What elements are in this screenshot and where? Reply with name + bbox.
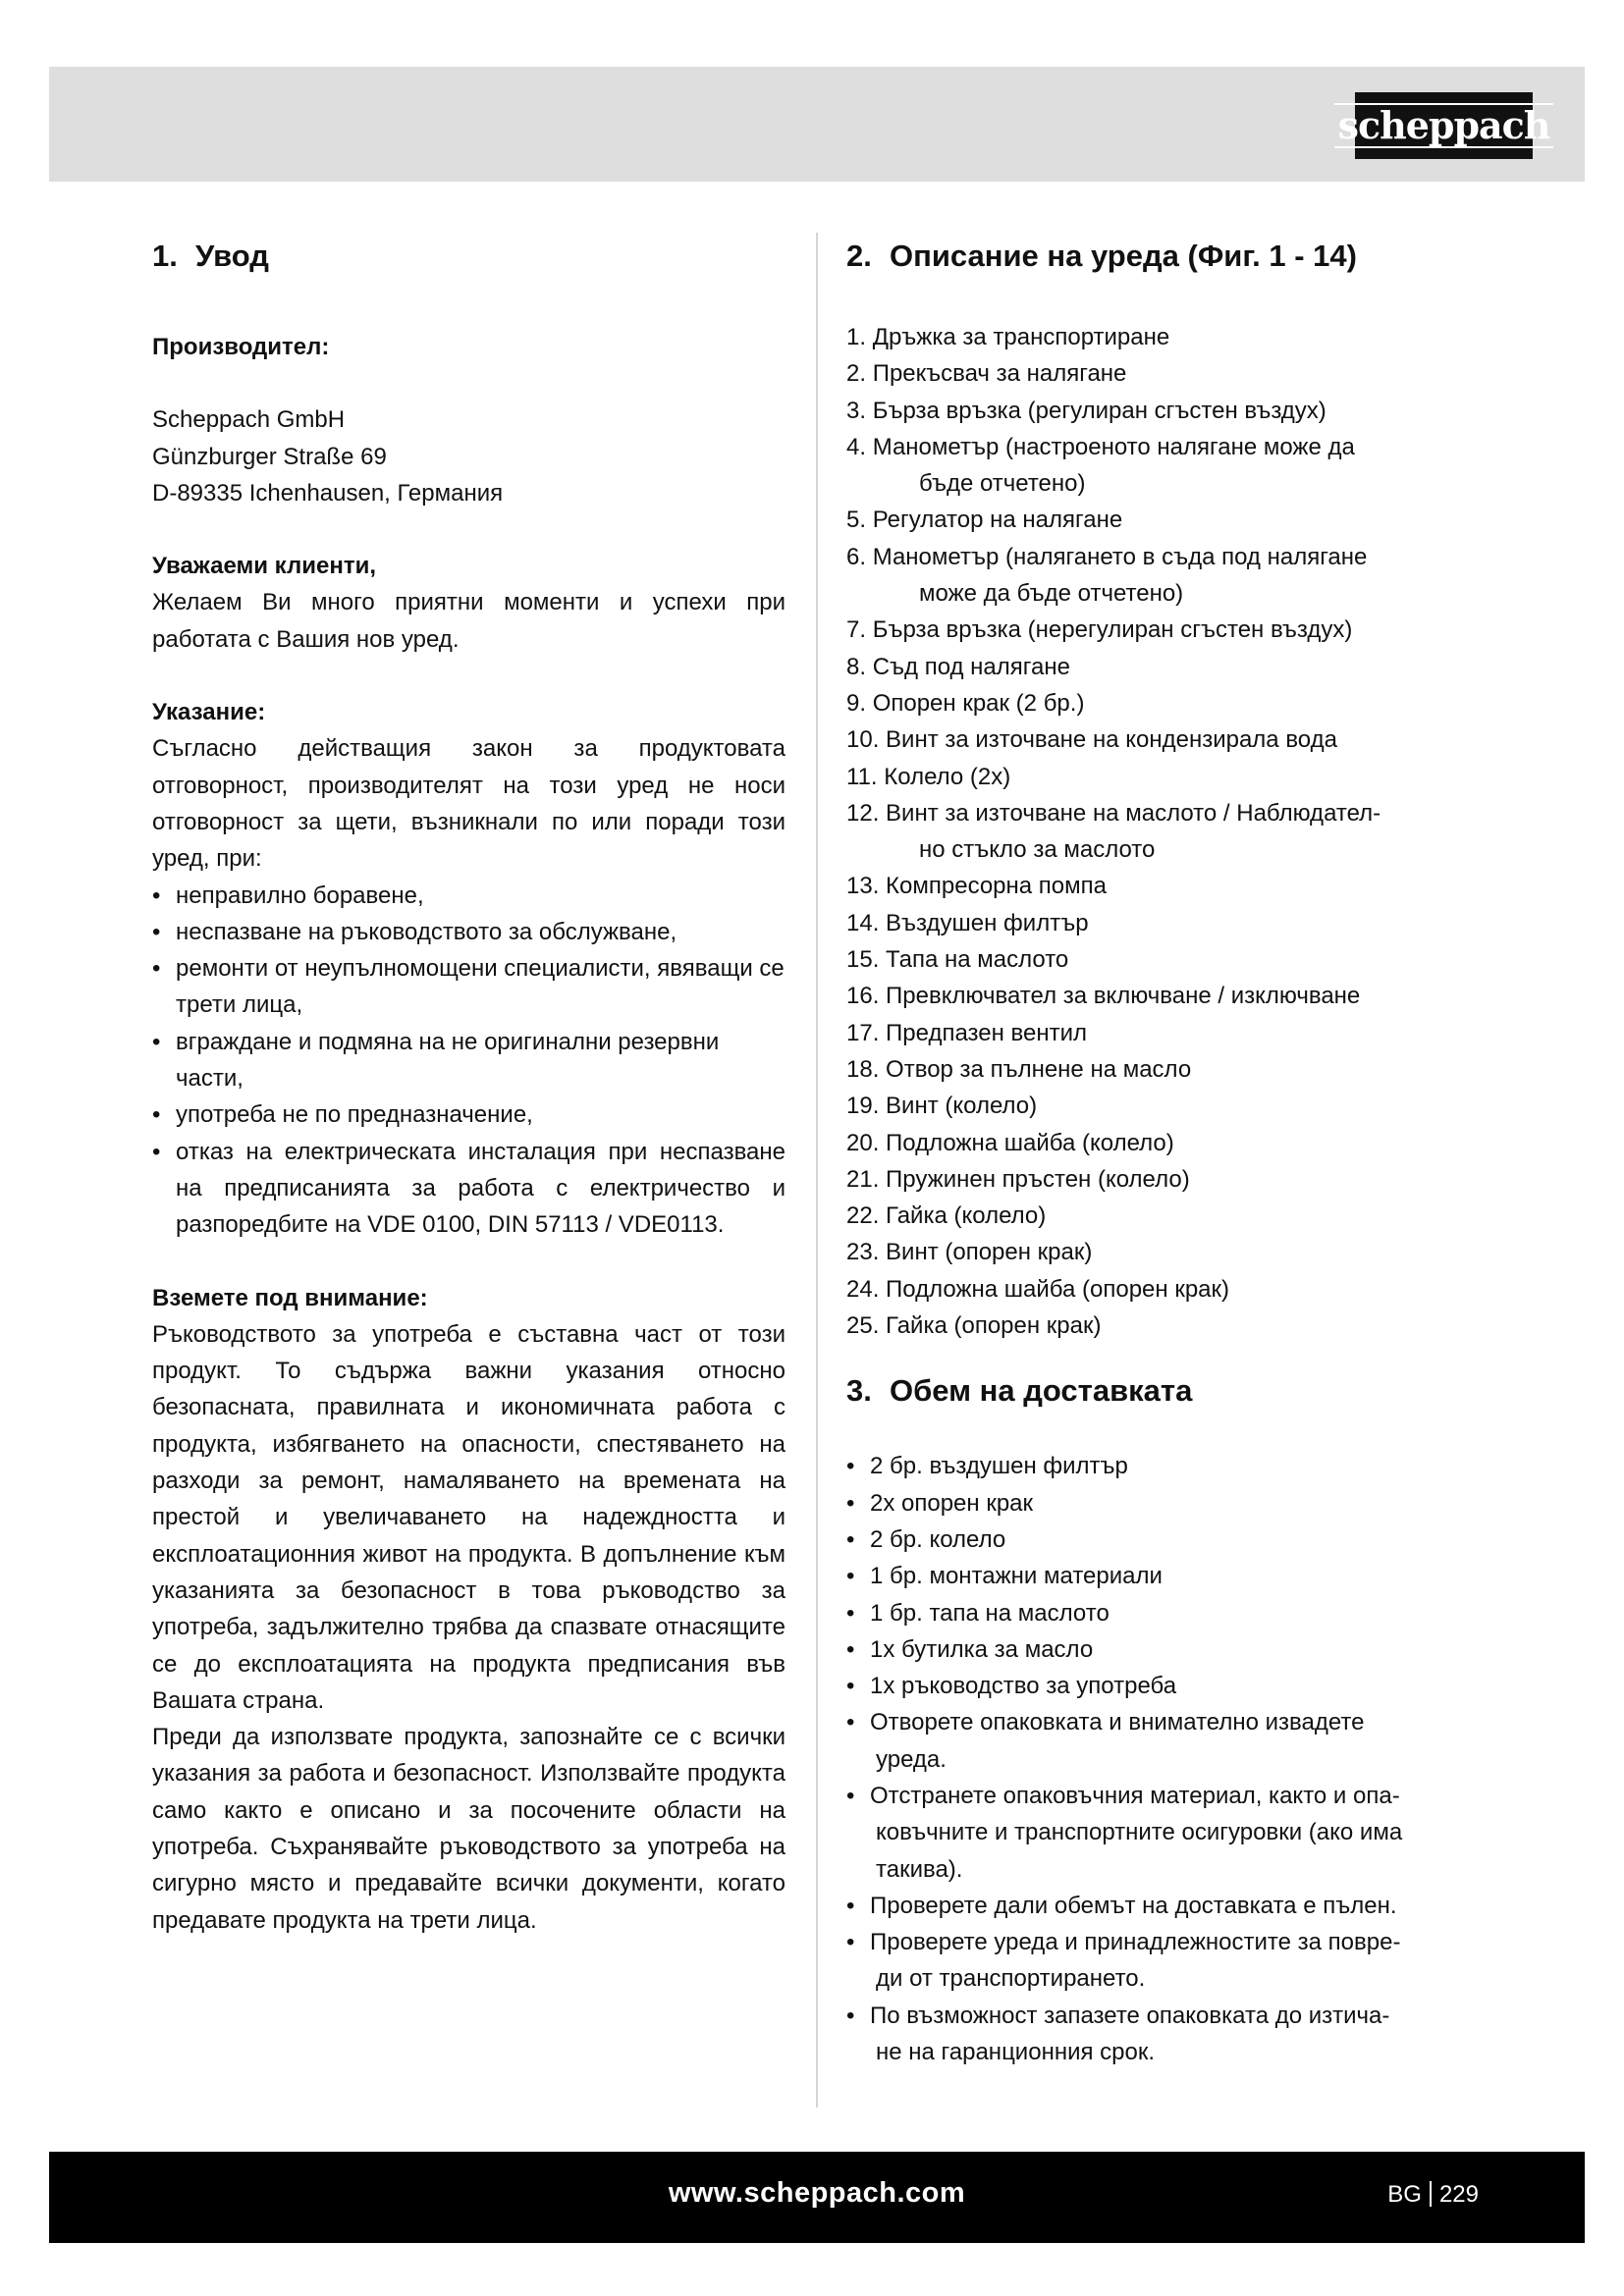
list-item [846, 1668, 1485, 1704]
item-text: Винт (колело) [886, 1093, 1038, 1120]
bullet-icon: • [846, 1929, 855, 1956]
list-item [846, 1088, 1485, 1124]
item-text-continued: уреда. [876, 1745, 947, 1773]
item-text: Винт за източване на кондензирала вода [886, 726, 1337, 754]
section-3-number: 3. [846, 1373, 872, 1409]
item-number: 3. [846, 397, 867, 424]
item-text: 1x бутилка за масло [870, 1635, 1094, 1663]
item-number: 12. [846, 799, 880, 827]
list-item [846, 1924, 1485, 1998]
list-item [846, 941, 1485, 978]
list-item [846, 1015, 1485, 1051]
item-text: Отстранете опаковъчния материал, както и опа- [870, 1782, 1400, 1809]
section-1-heading [152, 237, 785, 276]
left-column [152, 237, 785, 1939]
item-text-continued: такива). [876, 1855, 963, 1883]
note-bullet-list [152, 878, 785, 1244]
item-text: Пружинен пръстен (колело) [886, 1165, 1190, 1193]
list-item [846, 1998, 1485, 2071]
list-item [846, 355, 1485, 392]
customers-heading: Уважаеми клиенти, [152, 553, 376, 580]
page-number: 229 [1438, 2181, 1479, 2208]
list-item [846, 905, 1485, 941]
list-item [846, 1558, 1485, 1594]
list-item: • употреба не по предназначение, [152, 1101, 533, 1129]
footer-url[interactable]: www.scheppach.com [668, 2177, 966, 2209]
list-item [846, 1271, 1485, 1308]
item-number: 5. [846, 507, 867, 534]
item-text: Бърза връзка (регулиран сгъстен въздух) [872, 397, 1326, 424]
item-number: 25. [846, 1312, 880, 1340]
item-text: Подложна шайба (опорен крак) [886, 1275, 1230, 1303]
item-text: По възможност запазете опаковката до изтича- [870, 2002, 1390, 2029]
item-number: 7. [846, 616, 867, 644]
item-text: Колело (2x) [884, 763, 1011, 790]
list-item [846, 1125, 1485, 1161]
item-text-continued: ковъчните и транспортните осигуровки (ако има [876, 1819, 1403, 1846]
list-item [846, 1888, 1485, 1924]
item-number: 24. [846, 1275, 880, 1303]
address-line-2: Günzburger Straße 69 [152, 443, 387, 470]
list-item [846, 649, 1485, 685]
list-item [846, 1595, 1485, 1631]
item-number: 15. [846, 946, 880, 974]
bullet-icon: • [846, 1709, 855, 1736]
item-text: 1 бр. тапа на маслото [870, 1599, 1110, 1627]
logo-text: scheppach [1334, 103, 1554, 148]
item-number: 17. [846, 1019, 880, 1046]
list-item: • ремонти от неупълномощени специалисти, явяващи се трети лица, [152, 955, 785, 1019]
item-number: 6. [846, 543, 867, 570]
section-2-title: Описание на уреда (Фиг. 1 - 14) [890, 239, 1357, 273]
item-number: 2. [846, 360, 867, 388]
list-item: • вграждане и подмяна на не оригинални резервни части, [152, 1028, 720, 1093]
section-1-title: Увод [195, 239, 269, 273]
attention-text-1: Ръководството за употреба е съставна част от този продукт. То съдържа важни указания относно безопасната, правилната и икономичната работа с продукта, избягването на опасности, спестяването на разходи за ремонт, намаляването на времената на престой и увеличаването на надеждността и експлоатационния живот на продукта. В допълнение към указанията за безопасност в това ръководство за употреба, задължително трябва да спазвате отнасящите се до експлоатацията на продукта предписания във Вашата страна. [152, 1320, 785, 1714]
item-text: Подложна шайба (колело) [886, 1129, 1174, 1156]
list-item [846, 685, 1485, 721]
list-item [846, 1051, 1485, 1088]
right-column [846, 237, 1485, 2070]
list-item [846, 612, 1485, 648]
item-number: 20. [846, 1129, 880, 1156]
list-item [846, 1448, 1485, 1484]
item-text: Компресорна помпа [886, 873, 1107, 900]
item-text: 2 бр. колело [870, 1525, 1006, 1553]
section-1-number: 1. [152, 239, 178, 273]
item-text: Отворете опаковката и внимателно извадете [870, 1709, 1365, 1736]
item-text: 1x ръководство за употреба [870, 1673, 1177, 1700]
list-item [846, 721, 1485, 758]
customers-text: Желаем Ви много приятни моменти и успехи при работата с Вашия нов уред. [152, 589, 785, 653]
list-item [846, 1485, 1485, 1522]
list-item [846, 429, 1485, 503]
address-line-3: D-89335 Ichenhausen, Германия [152, 479, 504, 507]
item-number: 13. [846, 873, 880, 900]
item-number: 10. [846, 726, 880, 754]
bullet-icon: • [846, 1489, 855, 1517]
item-text: 1 бр. монтажни материали [870, 1563, 1163, 1590]
item-number: 23. [846, 1239, 880, 1266]
item-text: 2 бр. въздушен филтър [870, 1453, 1128, 1480]
note-text: Съгласно действащия закон за продуктовата отговорност, производителят на този уред не носи отговорност за щети, възникнали по или поради този уред, при: [152, 735, 785, 873]
item-number: 4. [846, 433, 867, 460]
item-text: Гайка (опорен крак) [886, 1312, 1102, 1340]
footer-band [49, 2152, 1585, 2243]
item-text-continued: ди от транспортирането. [876, 1965, 1146, 1993]
list-item [846, 795, 1485, 869]
item-text-continued: може да бъде отчетено) [919, 580, 1184, 608]
language-code: BG [1387, 2181, 1422, 2208]
item-number: 16. [846, 983, 880, 1010]
separator [1430, 2181, 1432, 2207]
item-text: Опорен крак (2 бр.) [872, 689, 1085, 717]
item-text: Тапа на маслото [886, 946, 1069, 974]
item-number: 21. [846, 1165, 880, 1193]
section-3-title: Обем на доставката [890, 1373, 1193, 1409]
bullet-icon: • [846, 1453, 855, 1480]
list-item [846, 1308, 1485, 1344]
list-item [846, 1522, 1485, 1558]
bullet-icon: • [846, 1635, 855, 1663]
list-item [846, 502, 1485, 538]
item-text: Превключвател за включване / изключване [886, 983, 1361, 1010]
item-text: Манометър (настроеното налягане може да [872, 433, 1355, 460]
parts-list [846, 319, 1485, 1344]
item-number: 19. [846, 1093, 880, 1120]
attention-heading: Вземете под внимание: [152, 1284, 428, 1311]
section-3-heading [846, 1371, 1485, 1411]
list-item [846, 978, 1485, 1014]
bullet-icon: • [846, 2002, 855, 2029]
list-item [846, 759, 1485, 795]
manufacturer-label: Производител: [152, 334, 330, 360]
item-text: Винт за източване на маслото / Наблюдател- [886, 799, 1381, 827]
item-text: Регулатор на налягане [872, 507, 1123, 534]
item-text: Дръжка за транспортиране [872, 324, 1170, 350]
list-item: • неспазване на ръководството за обслужване, [152, 918, 677, 945]
bullet-icon: • [846, 1563, 855, 1590]
list-item [846, 1161, 1485, 1198]
list-item [846, 1198, 1485, 1234]
list-item [846, 1631, 1485, 1668]
address-line-1: Scheppach GmbH [152, 406, 346, 434]
item-number: 8. [846, 653, 867, 680]
section-2-heading [846, 237, 1485, 276]
item-text: Въздушен филтър [886, 909, 1089, 936]
item-text: Проверете уреда и принадлежностите за повре- [870, 1929, 1401, 1956]
item-number: 11. [846, 763, 878, 790]
item-text: 2x опорен крак [870, 1489, 1034, 1517]
scheppach-logo [1337, 92, 1550, 159]
item-text: Бърза връзка (нерегулиран сгъстен въздух) [872, 616, 1353, 644]
item-text: Проверете дали обемът на доставката е пълен. [870, 1892, 1397, 1919]
item-number: 9. [846, 689, 867, 717]
bullet-icon: • [846, 1673, 855, 1700]
page-indicator [1387, 2181, 1479, 2209]
bullet-icon: • [846, 1782, 855, 1809]
item-text-continued: но стъкло за маслото [919, 836, 1156, 864]
item-number: 22. [846, 1202, 880, 1230]
section-2-number: 2. [846, 239, 872, 273]
item-text: Прекъсвач за налягане [872, 360, 1127, 388]
item-text-continued: не на гаранционния срок. [876, 2039, 1156, 2066]
item-number: 1. [846, 324, 867, 350]
list-item [846, 319, 1485, 355]
list-item [846, 539, 1485, 613]
item-number: 18. [846, 1055, 880, 1083]
note-heading: Указание: [152, 699, 266, 726]
bullet-icon: • [846, 1599, 855, 1627]
item-text: Манометър (налягането в съда под налягане [872, 543, 1368, 570]
attention-text-2: Преди да използвате продукта, запознайте се с всички указания за работа и безопасност. Използвайте продукта само както е описано и за посочените области на употреба. Съхранявайте ръководството за употреба на сигурно място и предавайте всички документи, когато предавате продукта на трети лица. [152, 1724, 785, 1934]
bullet-icon: • [846, 1525, 855, 1553]
item-text: Съд под налягане [872, 653, 1070, 680]
item-text: Винт (опорен крак) [886, 1239, 1093, 1266]
list-item: • отказ на електрическата инсталация при неспазване на предписанията за работа с електричество и разпоредбите на VDE 0100, DIN 57113 / VDE0113. [152, 1138, 785, 1239]
list-item: • неправилно боравене, [152, 881, 424, 909]
item-number: 14. [846, 909, 880, 936]
delivery-list [846, 1448, 1485, 2070]
list-item [846, 868, 1485, 904]
list-item [846, 1704, 1485, 1778]
item-text: Гайка (колело) [886, 1202, 1047, 1230]
list-item [846, 1778, 1485, 1888]
item-text: Отвор за пълнене на масло [886, 1055, 1192, 1083]
list-item [846, 1234, 1485, 1270]
list-item [846, 393, 1485, 429]
bullet-icon: • [846, 1892, 855, 1919]
column-divider [816, 233, 818, 2108]
item-text: Предпазен вентил [886, 1019, 1088, 1046]
item-text-continued: бъде отчетено) [919, 470, 1086, 498]
